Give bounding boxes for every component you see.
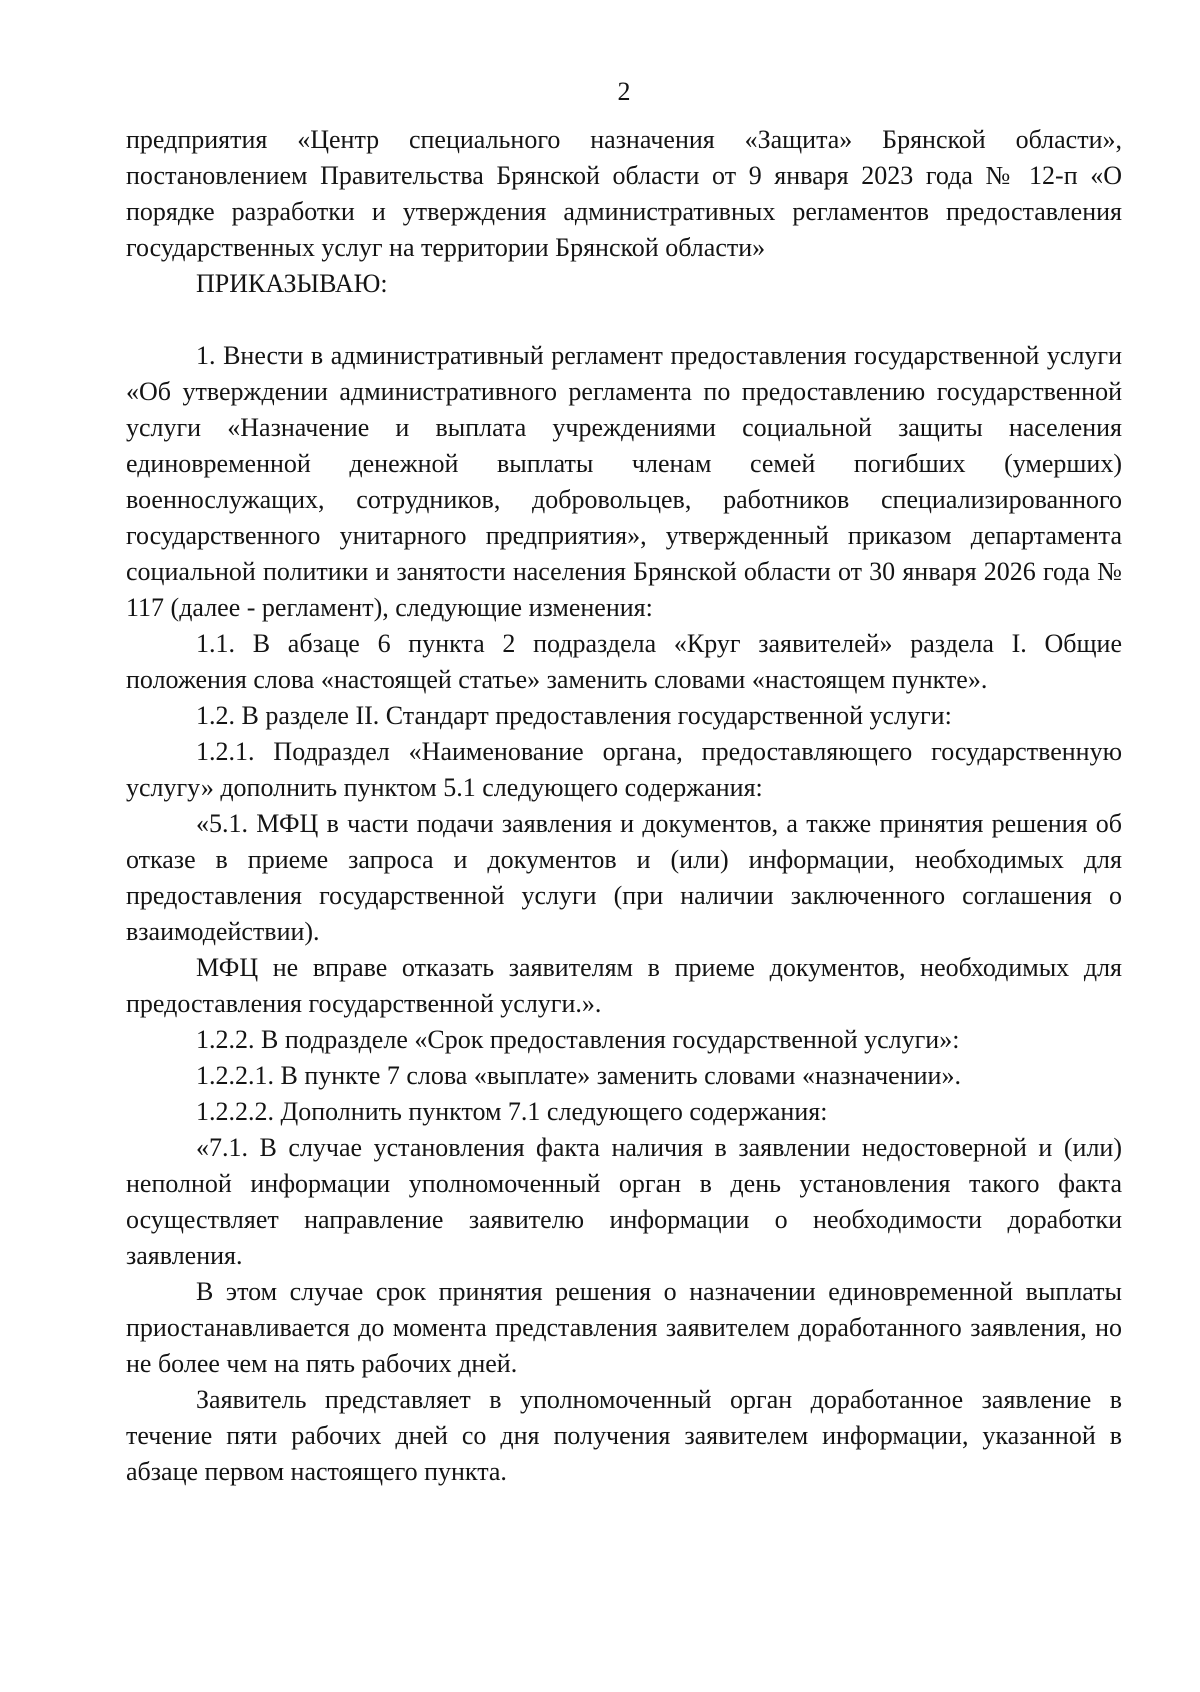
paragraph-suspension-term: В этом случае срок принятия решения о назначении единовременной выплаты приостанавливается до момента представления заявителем доработанного заявления, но не более чем на пять рабочих дней. xyxy=(126,1277,1122,1378)
paragraph-item-1-2-2-1: 1.2.2.1. В пункте 7 слова «выплате» заменить словами «назначении». xyxy=(196,1061,961,1090)
paragraph-item-1-1: 1.1. В абзаце 6 пункта 2 подраздела «Круг заявителей» раздела I. Общие положения слова «настоящей статье» заменить словами «настоящем пункте». xyxy=(126,629,1122,694)
paragraph-legal-basis: предприятия «Центр специального назначения «Защита» Брянской области», постановлением Правительства Брянской области от 9 января 2023 года № 12-п «О порядке разработки и утверждения административных регламентов предоставления государственных услуг на территории Брянской области» xyxy=(126,125,1122,262)
page-number: 2 xyxy=(617,77,631,106)
paragraph-order-word: ПРИКАЗЫВАЮ: xyxy=(196,269,388,298)
paragraph-applicant-submission: Заявитель представляет в уполномоченный орган доработанное заявление в течение пяти рабочих дней со дня получения заявителем информации, указанной в абзаце первом настоящего пункта. xyxy=(126,1385,1122,1486)
paragraph-item-1-2-2-2: 1.2.2.2. Дополнить пунктом 7.1 следующего содержания: xyxy=(196,1097,828,1126)
paragraph-item-7-1: «7.1. В случае установления факта наличия в заявлении недостоверной и (или) неполной информации уполномоченный орган в день установления такого факта осуществляет направление заявителю информации о необходимости доработки заявления. xyxy=(126,1133,1122,1270)
paragraph-mfc-refusal: МФЦ не вправе отказать заявителям в приеме документов, необходимых для предоставления государственной услуги.». xyxy=(126,953,1122,1018)
paragraph-item-5-1: «5.1. МФЦ в части подачи заявления и документов, а также принятия решения об отказе в приеме запроса и документов и (или) информации, необходимых для предоставления государственной услуги (при наличии заключенного соглашения о взаимодействии). xyxy=(126,809,1122,946)
paragraph-item-1-2: 1.2. В разделе II. Стандарт предоставления государственной услуги: xyxy=(196,701,952,730)
paragraph-item-1-2-1: 1.2.1. Подраздел «Наименование органа, предоставляющего государственную услугу» дополнить пунктом 5.1 следующего содержания: xyxy=(126,737,1122,802)
paragraph-item-1-2-2: 1.2.2. В подразделе «Срок предоставления государственной услуги»: xyxy=(196,1025,960,1054)
paragraph-item-1: 1. Внести в административный регламент предоставления государственной услуги «Об утверждении административного регламента по предоставлению государственной услуги «Назначение и выплата учреждениями социальной защиты населения единовременной денежной выплаты членам семей погибших (умерших) военнослужащих, сотрудников, добровольцев, работников специализированного государственного унитарного предприятия», утвержденный приказом департамента социальной политики и занятости населения Брянской области от 30 января 2026 года № 117 (далее - регламент), следующие изменения: xyxy=(126,341,1122,622)
